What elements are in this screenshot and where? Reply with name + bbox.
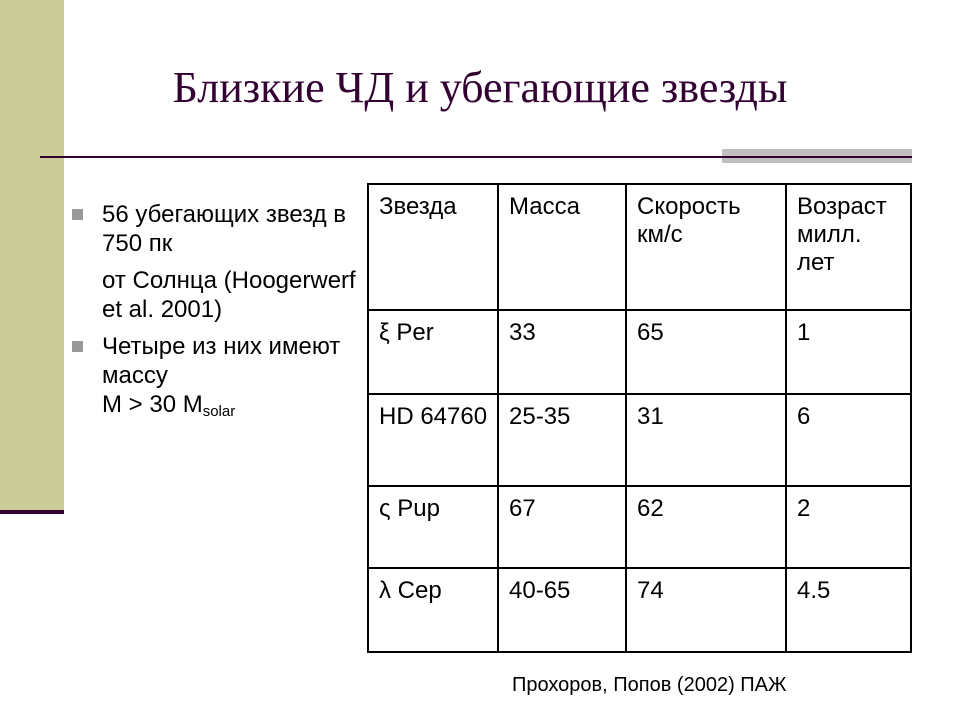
header-cell: Скорость км/с	[626, 184, 786, 310]
header-cell: Звезда	[368, 184, 498, 310]
bullet-item	[70, 200, 360, 258]
bullet-item	[70, 332, 360, 426]
title-rule	[40, 156, 912, 158]
table-row	[368, 486, 911, 568]
table-cell: 65	[626, 310, 786, 394]
mass-subscript: solar	[202, 403, 236, 420]
table-cell: 74	[626, 568, 786, 652]
table-cell: 33	[498, 310, 626, 394]
bullet-list	[70, 200, 360, 426]
table-cell: 4.5	[786, 568, 911, 652]
table-row	[368, 568, 911, 652]
side-accent-line	[0, 510, 64, 514]
slide-title: Близкие ЧД и убегающие звезды	[172, 63, 788, 112]
table-cell: 31	[626, 394, 786, 486]
table-cell: 62	[626, 486, 786, 568]
bullet-text: Четыре из них имеют массу	[102, 333, 341, 389]
bullet-square-icon	[72, 341, 83, 352]
table-cell: λ Cep	[368, 568, 498, 652]
table-cell: 2	[786, 486, 911, 568]
header-cell: Масса	[498, 184, 626, 310]
table-cell: HD 64760	[368, 394, 498, 486]
table-row	[368, 310, 911, 394]
table-cell: 6	[786, 394, 911, 486]
citation: Прохоров, Попов (2002) ПАЖ	[512, 674, 787, 696]
bullet-continuation: от Солнца (Hoogerwerf et al. 2001)	[102, 267, 356, 323]
table-cell: 1	[786, 310, 911, 394]
table-cell: 25-35	[498, 394, 626, 486]
table-header-row	[368, 184, 911, 310]
header-cell: Возраст милл. лет	[786, 184, 911, 310]
bullet-square-icon	[72, 209, 83, 220]
table-row	[368, 394, 911, 486]
table-cell: 67	[498, 486, 626, 568]
mass-text: M > 30 M	[102, 391, 203, 418]
table-cell: ς Pup	[368, 486, 498, 568]
bullet-text: 56 убегающих звезд в 750 пк	[102, 201, 347, 257]
table-cell: 40-65	[498, 568, 626, 652]
stars-table	[367, 183, 912, 653]
table-cell: ξ Per	[368, 310, 498, 394]
